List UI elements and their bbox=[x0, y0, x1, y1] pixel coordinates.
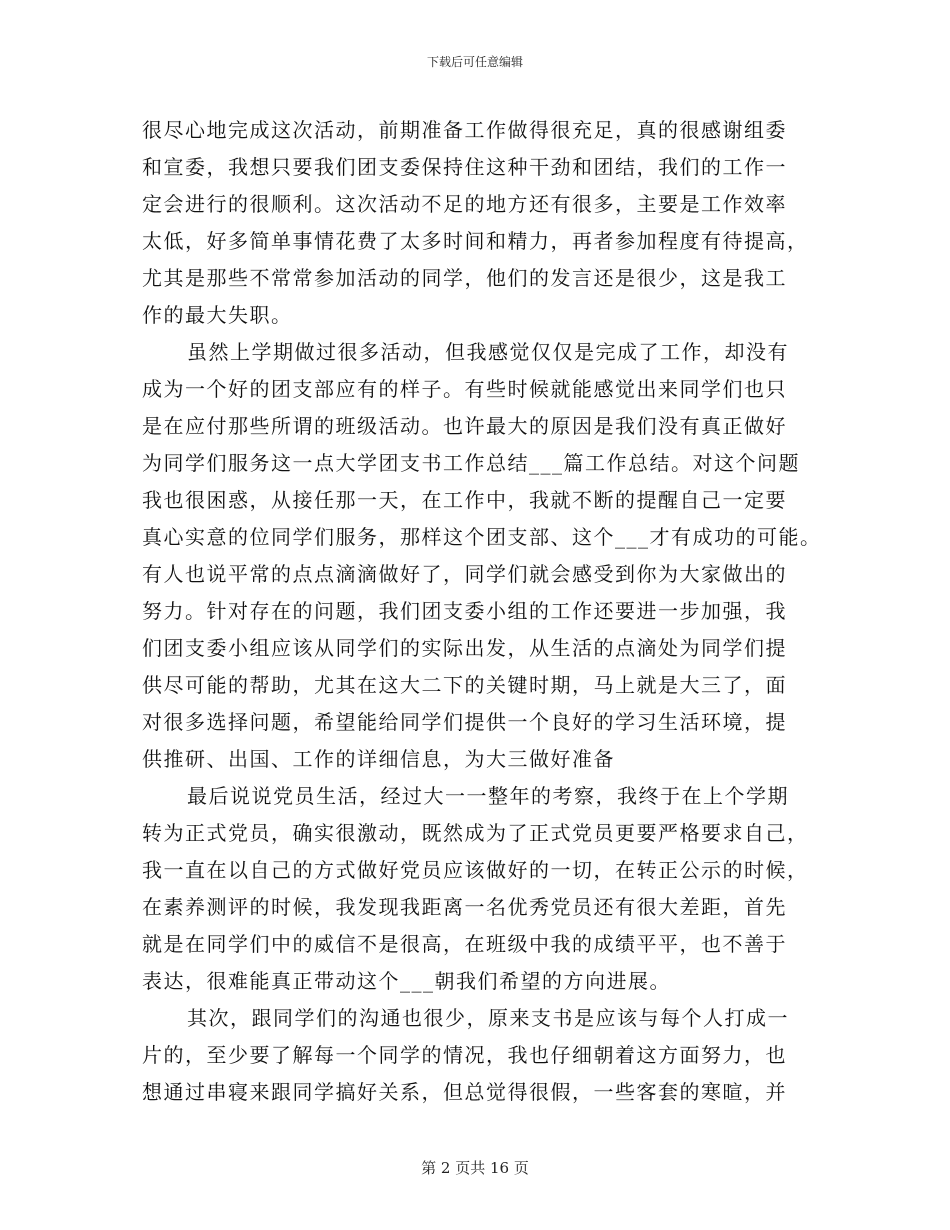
text-line: 想通过串寝来跟同学搞好关系，但总觉得很假，一些客套的寒暄，并 bbox=[142, 1080, 787, 1104]
document-body bbox=[142, 112, 822, 1111]
text-line: 和宣委，我想只要我们团支委保持住这种干劲和团结，我们的工作一 bbox=[142, 155, 787, 179]
text-line: 在素养测评的时候，我发现我距离一名优秀党员还有很大差距，首先 bbox=[142, 895, 787, 919]
text-line: 们团支委小组应该从同学们的实际出发，从生活的点滴处为同学们提 bbox=[142, 636, 787, 660]
text-line: 转为正式党员，确实很激动，既然成为了正式党员更要严格要求自己， bbox=[142, 821, 809, 845]
page-number: 第 2 页共 16 页 bbox=[421, 1159, 529, 1177]
text-line: 虽然上学期做过很多活动，但我感觉仅仅是完成了工作，却没有 bbox=[187, 340, 789, 364]
text-line: 作的最大失职。 bbox=[142, 303, 293, 327]
text-line: 最后说说党员生活，经过大一一整年的考察，我终于在上个学期 bbox=[187, 784, 789, 808]
text-line: 片的，至少要了解每一个同学的情况，我也仔细朝着这方面努力，也 bbox=[142, 1043, 787, 1067]
text-line: 很尽心地完成这次活动，前期准备工作做得很充足，真的很感谢组委 bbox=[142, 118, 787, 142]
text-line: 为同学们服务这一点大学团支书工作总结___篇工作总结。对这个问题 bbox=[142, 451, 800, 475]
text-line: 我也很困惑，从接任那一天，在工作中，我就不断的提醒自己一定要 bbox=[142, 488, 787, 512]
text-line: 表达，很难能真正带动这个___朝我们希望的方向进展。 bbox=[142, 969, 671, 993]
text-line: 其次，跟同学们的沟通也很少，原来支书是应该与每个人打成一 bbox=[187, 1006, 789, 1030]
text-line: 供尽可能的帮助，尤其在这大二下的关键时期，马上就是大三了，面 bbox=[142, 673, 787, 697]
text-line: 努力。针对存在的问题，我们团支委小组的工作还要进一步加强，我 bbox=[142, 599, 787, 623]
text-line: 定会进行的很顺利。这次活动不足的地方还有很多，主要是工作效率 bbox=[142, 192, 787, 216]
text-line: 太低，好多简单事情花费了太多时间和精力，再者参加程度有待提高， bbox=[142, 229, 809, 253]
text-line: 我一直在以自己的方式做好党员应该做好的一切，在转正公示的时候， bbox=[142, 858, 809, 882]
text-line: 尤其是那些不常常参加活动的同学，他们的发言还是很少，这是我工 bbox=[142, 266, 787, 290]
text-line: 就是在同学们中的威信不是很高，在班级中我的成绩平平，也不善于 bbox=[142, 932, 787, 956]
text-line: 供推研、出国、工作的详细信息，为大三做好准备 bbox=[142, 747, 615, 771]
text-line: 是在应付那些所谓的班级活动。也许最大的原因是我们没有真正做好 bbox=[142, 414, 787, 438]
text-line: 成为一个好的团支部应有的样子。有些时候就能感觉出来同学们也只 bbox=[142, 377, 787, 401]
text-line: 对很多选择问题，希望能给同学们提供一个良好的学习生活环境，提 bbox=[142, 710, 787, 734]
page-header-note: 下载后可任意编辑 bbox=[426, 55, 523, 69]
text-line: 真心实意的位同学们服务，那样这个团支部、这个___才有成功的可能。 bbox=[142, 525, 822, 549]
text-line: 有人也说平常的点点滴滴做好了，同学们就会感受到你为大家做出的 bbox=[142, 562, 787, 586]
